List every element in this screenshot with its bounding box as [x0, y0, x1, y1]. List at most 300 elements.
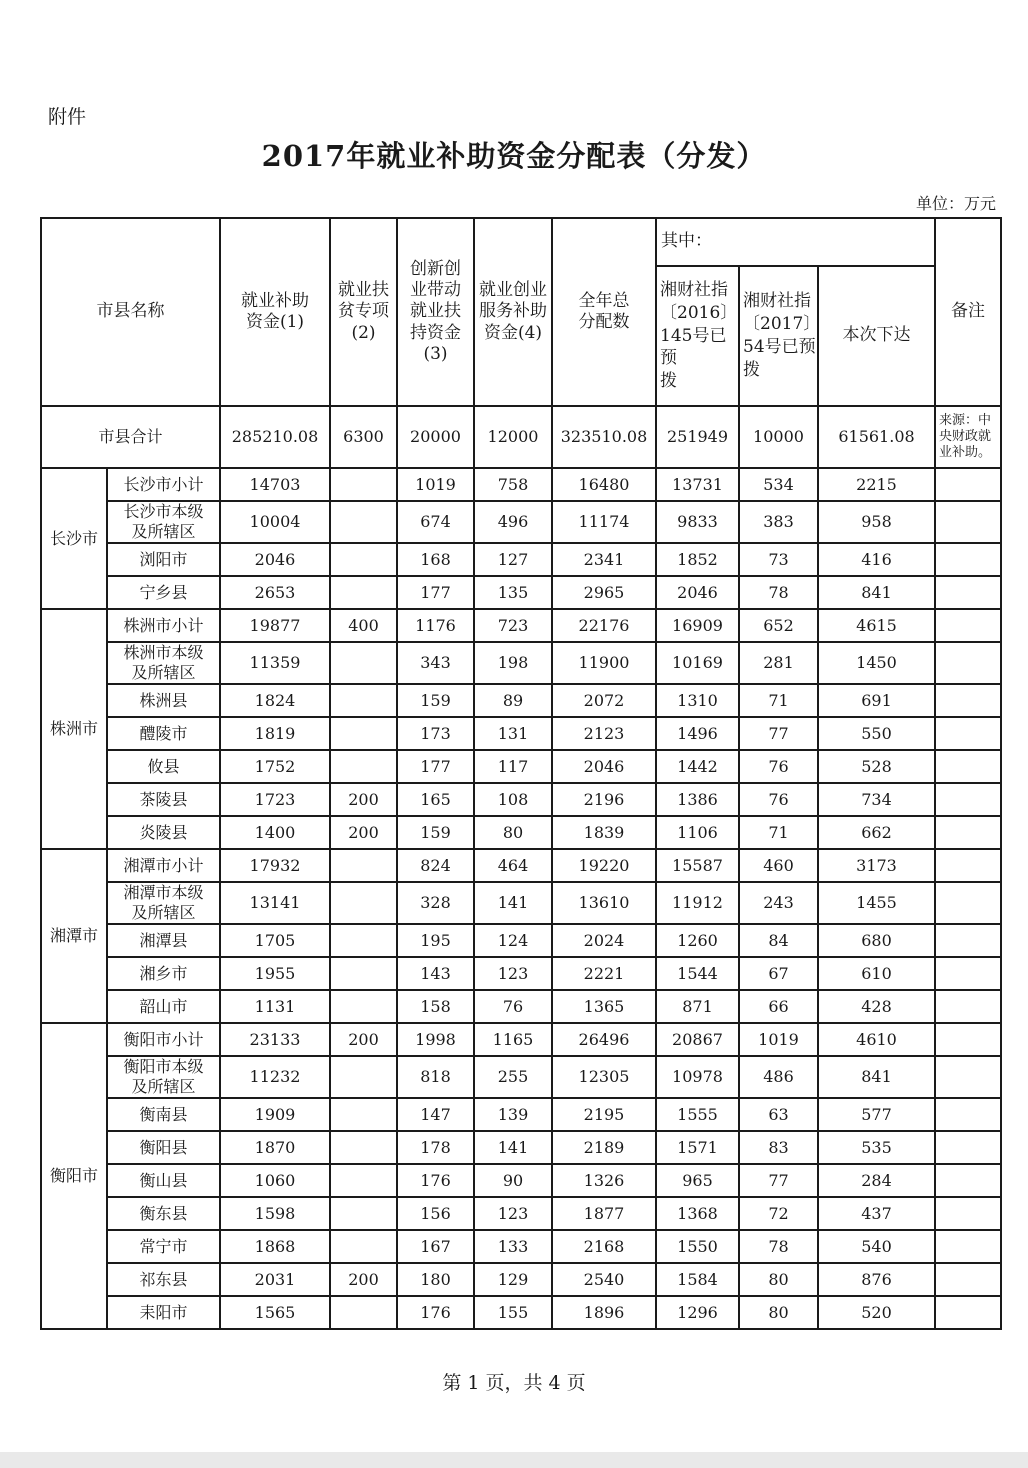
- table-cell: 11232: [220, 1056, 330, 1098]
- table-row: [41, 543, 1001, 576]
- table-cell: 83: [739, 1131, 818, 1164]
- county-name: 宁乡县: [107, 576, 220, 609]
- county-name: 韶山市: [107, 990, 220, 1023]
- allocation-table: [40, 217, 1002, 1330]
- table-cell: 11912: [656, 882, 739, 924]
- table-cell: 758: [474, 468, 552, 501]
- table-cell: [330, 684, 397, 717]
- table-cell: 1565: [220, 1296, 330, 1329]
- county-name: 浏阳市: [107, 543, 220, 576]
- table-cell: 255: [474, 1056, 552, 1098]
- table-cell: 2046: [220, 543, 330, 576]
- unit-label: 单位：万元: [915, 194, 996, 213]
- city-name: 湘潭市: [41, 849, 107, 1023]
- table-cell: 1296: [656, 1296, 739, 1329]
- table-cell: 577: [818, 1098, 935, 1131]
- county-name: 衡山县: [107, 1164, 220, 1197]
- table-cell: [330, 957, 397, 990]
- table-cell: 876: [818, 1263, 935, 1296]
- table-cell: [330, 501, 397, 543]
- table-row: [41, 1056, 1001, 1098]
- table-cell: [330, 1230, 397, 1263]
- table-cell: 124: [474, 924, 552, 957]
- table-cell: 72: [739, 1197, 818, 1230]
- page-title: 2017年就业补助资金分配表（分发）: [261, 139, 767, 173]
- table-cell: 674: [397, 501, 474, 543]
- table-cell: [330, 1131, 397, 1164]
- table-cell: 723: [474, 609, 552, 642]
- table-cell: 1598: [220, 1197, 330, 1230]
- remark-cell: [935, 1098, 1001, 1131]
- table-cell: 9833: [656, 501, 739, 543]
- table-cell: 691: [818, 684, 935, 717]
- table-cell: 535: [818, 1131, 935, 1164]
- table-cell: 464: [474, 849, 552, 882]
- table-cell: 1998: [397, 1023, 474, 1056]
- table-cell: 1450: [818, 642, 935, 684]
- table-cell: [330, 468, 397, 501]
- remark-cell: [935, 849, 1001, 882]
- county-name: 株洲市小计: [107, 609, 220, 642]
- table-cell: 71: [739, 684, 818, 717]
- table-cell: 200: [330, 816, 397, 849]
- table-cell: 1550: [656, 1230, 739, 1263]
- table-cell: [330, 882, 397, 924]
- subtotal-row: [41, 609, 1001, 642]
- table-cell: 734: [818, 783, 935, 816]
- table-cell: 871: [656, 990, 739, 1023]
- table-cell: [330, 1098, 397, 1131]
- header-col7: 湘财社指 〔2017〕 54号已预 拨: [739, 266, 818, 406]
- county-name: 株洲县: [107, 684, 220, 717]
- table-cell: 10978: [656, 1056, 739, 1098]
- table-cell: 16480: [552, 468, 656, 501]
- subtotal-row: [41, 849, 1001, 882]
- table-cell: 251949: [656, 406, 739, 468]
- table-cell: 1442: [656, 750, 739, 783]
- table-row: [41, 882, 1001, 924]
- table-cell: 127: [474, 543, 552, 576]
- table-cell: 84: [739, 924, 818, 957]
- table-cell: 71: [739, 816, 818, 849]
- table-cell: 6300: [330, 406, 397, 468]
- total-row: [41, 406, 1001, 468]
- table-cell: 141: [474, 1131, 552, 1164]
- subtotal-row: [41, 468, 1001, 501]
- table-cell: 80: [739, 1296, 818, 1329]
- table-cell: 2168: [552, 1230, 656, 1263]
- table-cell: 4610: [818, 1023, 935, 1056]
- remark-cell: [935, 468, 1001, 501]
- table-cell: 2189: [552, 1131, 656, 1164]
- table-cell: 131: [474, 717, 552, 750]
- table-cell: 1571: [656, 1131, 739, 1164]
- table-header: [41, 218, 1001, 406]
- table-cell: 14703: [220, 468, 330, 501]
- table-cell: 281: [739, 642, 818, 684]
- table-cell: 2221: [552, 957, 656, 990]
- table-cell: 965: [656, 1164, 739, 1197]
- remark-cell: [935, 1023, 1001, 1056]
- table-cell: 12000: [474, 406, 552, 468]
- county-name: 醴陵市: [107, 717, 220, 750]
- table-cell: 76: [739, 783, 818, 816]
- table-cell: 90: [474, 1164, 552, 1197]
- remark-cell: [935, 783, 1001, 816]
- remark-cell: [935, 1197, 1001, 1230]
- header-col5: 全年总 分配数: [552, 218, 656, 406]
- table-cell: 680: [818, 924, 935, 957]
- table-cell: 1868: [220, 1230, 330, 1263]
- table-cell: 20867: [656, 1023, 739, 1056]
- table-cell: 13610: [552, 882, 656, 924]
- table-cell: 198: [474, 642, 552, 684]
- header-col1: 就业补助 资金(1): [220, 218, 330, 406]
- table-cell: 159: [397, 816, 474, 849]
- table-cell: 195: [397, 924, 474, 957]
- table-cell: 76: [739, 750, 818, 783]
- table-cell: 2215: [818, 468, 935, 501]
- table-cell: 167: [397, 1230, 474, 1263]
- table-cell: 1877: [552, 1197, 656, 1230]
- table-cell: 1752: [220, 750, 330, 783]
- table-cell: 2031: [220, 1263, 330, 1296]
- table-cell: 284: [818, 1164, 935, 1197]
- table-cell: 818: [397, 1056, 474, 1098]
- table-cell: 3173: [818, 849, 935, 882]
- table-cell: 520: [818, 1296, 935, 1329]
- table-cell: 2072: [552, 684, 656, 717]
- county-name: 湘潭市小计: [107, 849, 220, 882]
- table-cell: 1852: [656, 543, 739, 576]
- table-cell: 2540: [552, 1263, 656, 1296]
- table-cell: 550: [818, 717, 935, 750]
- table-cell: 139: [474, 1098, 552, 1131]
- header-name: 市县名称: [41, 218, 220, 406]
- table-cell: 77: [739, 717, 818, 750]
- table-row: [41, 1296, 1001, 1329]
- table-row: [41, 576, 1001, 609]
- table-cell: 89: [474, 684, 552, 717]
- table-cell: 173: [397, 717, 474, 750]
- table-row: [41, 750, 1001, 783]
- county-name: 长沙市本级 及所辖区: [107, 501, 220, 543]
- remark-cell: [935, 1263, 1001, 1296]
- remark-cell: [935, 1131, 1001, 1164]
- county-name: 湘乡市: [107, 957, 220, 990]
- table-cell: [330, 1056, 397, 1098]
- table-cell: 67: [739, 957, 818, 990]
- table-cell: 178: [397, 1131, 474, 1164]
- table-cell: 123: [474, 957, 552, 990]
- table-cell: 200: [330, 1023, 397, 1056]
- table-cell: [330, 642, 397, 684]
- table-cell: [330, 576, 397, 609]
- table-cell: 10169: [656, 642, 739, 684]
- table-cell: [330, 750, 397, 783]
- county-name: 祁东县: [107, 1263, 220, 1296]
- table-cell: 496: [474, 501, 552, 543]
- table-row: [41, 501, 1001, 543]
- county-name: 炎陵县: [107, 816, 220, 849]
- table-cell: 155: [474, 1296, 552, 1329]
- table-cell: 1019: [739, 1023, 818, 1056]
- table-row: [41, 957, 1001, 990]
- table-cell: 2341: [552, 543, 656, 576]
- table-cell: [330, 717, 397, 750]
- table-cell: 1060: [220, 1164, 330, 1197]
- table-cell: 1819: [220, 717, 330, 750]
- table-cell: 143: [397, 957, 474, 990]
- table-cell: 123: [474, 1197, 552, 1230]
- table-cell: 328: [397, 882, 474, 924]
- table-cell: 133: [474, 1230, 552, 1263]
- table-row: [41, 642, 1001, 684]
- table-cell: 652: [739, 609, 818, 642]
- county-name: 攸县: [107, 750, 220, 783]
- table-cell: 416: [818, 543, 935, 576]
- table-cell: 10004: [220, 501, 330, 543]
- table-cell: 76: [474, 990, 552, 1023]
- table-cell: 1176: [397, 609, 474, 642]
- table-cell: 486: [739, 1056, 818, 1098]
- table-cell: 1326: [552, 1164, 656, 1197]
- table-cell: 460: [739, 849, 818, 882]
- header-col8: 本次下达: [818, 266, 935, 406]
- remark-cell: [935, 543, 1001, 576]
- table-cell: 12305: [552, 1056, 656, 1098]
- remark-cell: [935, 1296, 1001, 1329]
- table-cell: 22176: [552, 609, 656, 642]
- table-cell: 135: [474, 576, 552, 609]
- remark-cell: [935, 1056, 1001, 1098]
- table-cell: 11174: [552, 501, 656, 543]
- table-row: [41, 1164, 1001, 1197]
- table-cell: 323510.08: [552, 406, 656, 468]
- table-cell: 1955: [220, 957, 330, 990]
- table-cell: 1555: [656, 1098, 739, 1131]
- table-cell: 2965: [552, 576, 656, 609]
- county-name: 衡阳市本级 及所辖区: [107, 1056, 220, 1098]
- remark-cell: [935, 684, 1001, 717]
- county-name: 长沙市小计: [107, 468, 220, 501]
- table-row: [41, 816, 1001, 849]
- table-cell: 243: [739, 882, 818, 924]
- table-row: [41, 684, 1001, 717]
- table-cell: 610: [818, 957, 935, 990]
- table-cell: 78: [739, 1230, 818, 1263]
- remark-cell: [935, 750, 1001, 783]
- header-col2: 就业扶 贫专项 (2): [330, 218, 397, 406]
- table-cell: 77: [739, 1164, 818, 1197]
- table-cell: 437: [818, 1197, 935, 1230]
- remark-cell: [935, 1164, 1001, 1197]
- table-cell: 1824: [220, 684, 330, 717]
- table-row: [41, 1098, 1001, 1131]
- table-row: [41, 1131, 1001, 1164]
- table-cell: 61561.08: [818, 406, 935, 468]
- table-cell: 1400: [220, 816, 330, 849]
- table-cell: 1260: [656, 924, 739, 957]
- county-name: 茶陵县: [107, 783, 220, 816]
- table-cell: 383: [739, 501, 818, 543]
- table-cell: 1131: [220, 990, 330, 1023]
- table-cell: 177: [397, 750, 474, 783]
- remark-cell: [935, 990, 1001, 1023]
- table-cell: 1839: [552, 816, 656, 849]
- remark-cell: [935, 1230, 1001, 1263]
- table-cell: 841: [818, 576, 935, 609]
- table-cell: 17932: [220, 849, 330, 882]
- table-cell: 2653: [220, 576, 330, 609]
- table-cell: 26496: [552, 1023, 656, 1056]
- table-row: [41, 1230, 1001, 1263]
- total-note: 来源：中 央财政就 业补助。: [935, 406, 1001, 468]
- table-cell: 2024: [552, 924, 656, 957]
- table-cell: 200: [330, 783, 397, 816]
- table-cell: 428: [818, 990, 935, 1023]
- table-cell: 540: [818, 1230, 935, 1263]
- table-cell: 66: [739, 990, 818, 1023]
- city-name: 长沙市: [41, 468, 107, 609]
- table-cell: 11359: [220, 642, 330, 684]
- remark-cell: [935, 957, 1001, 990]
- table-cell: 400: [330, 609, 397, 642]
- table-cell: 20000: [397, 406, 474, 468]
- table-cell: 78: [739, 576, 818, 609]
- table-cell: 63: [739, 1098, 818, 1131]
- table-cell: [330, 1296, 397, 1329]
- table-cell: 16909: [656, 609, 739, 642]
- table-cell: 1705: [220, 924, 330, 957]
- table-row: [41, 924, 1001, 957]
- table-cell: 2046: [552, 750, 656, 783]
- table-cell: [330, 1164, 397, 1197]
- table-cell: [330, 849, 397, 882]
- remark-cell: [935, 576, 1001, 609]
- table-cell: 1019: [397, 468, 474, 501]
- table-cell: 528: [818, 750, 935, 783]
- city-name: 株洲市: [41, 609, 107, 849]
- table-cell: 15587: [656, 849, 739, 882]
- table-cell: 343: [397, 642, 474, 684]
- table-cell: 958: [818, 501, 935, 543]
- table-cell: 141: [474, 882, 552, 924]
- table-cell: 200: [330, 1263, 397, 1296]
- county-name: 湘潭市本级 及所辖区: [107, 882, 220, 924]
- table-cell: 1584: [656, 1263, 739, 1296]
- county-name: 湘潭县: [107, 924, 220, 957]
- remark-cell: [935, 609, 1001, 642]
- table-cell: 11900: [552, 642, 656, 684]
- table-body: [41, 406, 1001, 1329]
- table-cell: 1365: [552, 990, 656, 1023]
- subtotal-row: [41, 1023, 1001, 1056]
- table-cell: 1386: [656, 783, 739, 816]
- page-edge: [0, 1452, 1028, 1468]
- attachment-label: 附件: [48, 106, 87, 128]
- table-cell: 662: [818, 816, 935, 849]
- county-name: 衡南县: [107, 1098, 220, 1131]
- table-cell: 80: [739, 1263, 818, 1296]
- table-cell: 2123: [552, 717, 656, 750]
- county-name: 常宁市: [107, 1230, 220, 1263]
- remark-cell: [935, 501, 1001, 543]
- table-cell: 165: [397, 783, 474, 816]
- table-cell: [330, 543, 397, 576]
- table-cell: 1496: [656, 717, 739, 750]
- table-cell: 177: [397, 576, 474, 609]
- header-col3: 创新创 业带动 就业扶 持资金 (3): [397, 218, 474, 406]
- table-cell: 1165: [474, 1023, 552, 1056]
- table-cell: 13731: [656, 468, 739, 501]
- header-remark: 备注: [935, 218, 1001, 406]
- table-row: [41, 783, 1001, 816]
- table-cell: 841: [818, 1056, 935, 1098]
- header-qizhong: 其中：: [656, 218, 935, 266]
- table-cell: 73: [739, 543, 818, 576]
- table-cell: 285210.08: [220, 406, 330, 468]
- table-cell: 80: [474, 816, 552, 849]
- header-col6: 湘财社指 〔2016〕 145号已预 拨: [656, 266, 739, 406]
- table-cell: 1310: [656, 684, 739, 717]
- table-cell: 1455: [818, 882, 935, 924]
- table-cell: [330, 1197, 397, 1230]
- table-row: [41, 1197, 1001, 1230]
- header-col4: 就业创业 服务补助 资金(4): [474, 218, 552, 406]
- table-cell: 10000: [739, 406, 818, 468]
- table-cell: 1870: [220, 1131, 330, 1164]
- table-cell: 158: [397, 990, 474, 1023]
- table-cell: 129: [474, 1263, 552, 1296]
- table-row: [41, 1263, 1001, 1296]
- table-row: [41, 717, 1001, 750]
- table-row: [41, 990, 1001, 1023]
- table-cell: 19220: [552, 849, 656, 882]
- county-name: 衡阳县: [107, 1131, 220, 1164]
- remark-cell: [935, 642, 1001, 684]
- table-cell: 534: [739, 468, 818, 501]
- remark-cell: [935, 924, 1001, 957]
- county-name: 衡东县: [107, 1197, 220, 1230]
- table-cell: 2046: [656, 576, 739, 609]
- table-cell: 180: [397, 1263, 474, 1296]
- table-cell: 159: [397, 684, 474, 717]
- city-name: 衡阳市: [41, 1023, 107, 1329]
- remark-cell: [935, 717, 1001, 750]
- table-cell: [330, 924, 397, 957]
- total-label: 市县合计: [41, 406, 220, 468]
- county-name: 耒阳市: [107, 1296, 220, 1329]
- table-cell: 4615: [818, 609, 935, 642]
- table-cell: 824: [397, 849, 474, 882]
- table-cell: 1909: [220, 1098, 330, 1131]
- county-name: 衡阳市小计: [107, 1023, 220, 1056]
- table-cell: 13141: [220, 882, 330, 924]
- remark-cell: [935, 816, 1001, 849]
- table-cell: 19877: [220, 609, 330, 642]
- table-cell: 108: [474, 783, 552, 816]
- table-cell: 1368: [656, 1197, 739, 1230]
- table-cell: 147: [397, 1098, 474, 1131]
- table-cell: 1723: [220, 783, 330, 816]
- remark-cell: [935, 882, 1001, 924]
- table-cell: 23133: [220, 1023, 330, 1056]
- table-cell: 168: [397, 543, 474, 576]
- table-cell: 1544: [656, 957, 739, 990]
- table-cell: 1106: [656, 816, 739, 849]
- table-cell: 1896: [552, 1296, 656, 1329]
